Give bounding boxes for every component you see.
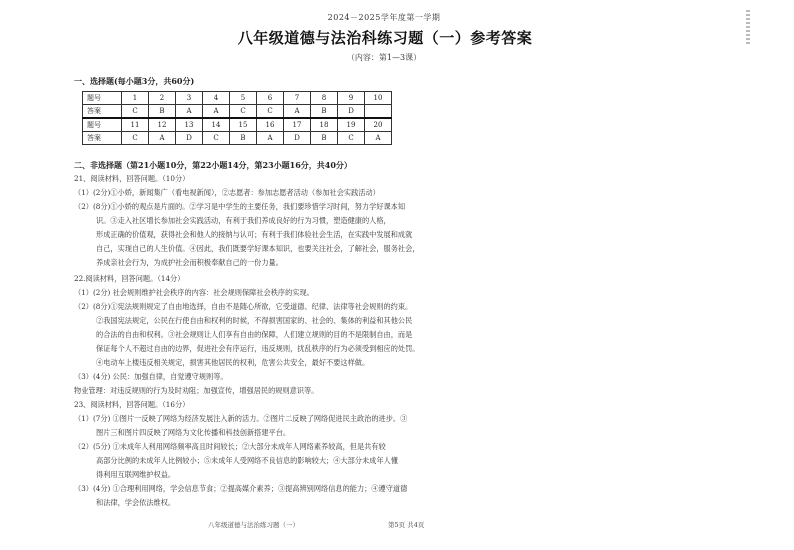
table-cell: 16 [257,118,284,132]
answer-line: 识。③走入社区增长参加社会实践活动，有利于我们养成良好的行为习惯，塑造健康的人格， [96,216,391,225]
answer-line: 和法律，学会依法维权。 [96,498,176,507]
answer-line: 23、阅读材料，回答问题。（16分） [74,400,190,409]
table-cell: C [203,132,230,145]
answer-table [82,91,392,145]
table-row [83,118,392,132]
answer-line: 的合法的自由和权利。③社会规则让人们享有自由的保障，人们建立规则的目的不是限制自由，而是 [96,330,413,339]
table-cell: D [284,132,311,145]
school-year: 2024－2025学年度第一学期 [327,13,441,22]
table-cell: 4 [203,92,230,105]
answer-line: ②我国宪法规定，公民在行使自由和权利的时候，不得损害国家的、社会的、集体的利益和其他公民 [96,316,413,325]
table-cell: A [176,105,203,119]
page-subtitle: （内容：第1—3课） [346,53,422,62]
table-cell: 15 [230,118,257,132]
answer-sheet-page [58,10,738,538]
table-cell: B [230,132,257,145]
answer-line: 自己，实现自己的人生价值。④因此，我们既要学好课本知识，也要关注社会，了解社会，服务社会， [96,244,420,253]
table-cell: C [230,105,257,119]
table-cell: 1 [122,92,149,105]
table-cell: 2 [149,92,176,105]
table-cell: A [257,132,284,145]
answer-line: （1）(7分) ①图片一反映了网络为经济发展注入新的活力。②图片二反映了网络促进民主政治的进步。③ [74,414,408,423]
answer-line: （1）(2分) 社会规则维护社会秩序的内容：社会规则保障社会秩序的实现。 [74,288,314,297]
scan-edge-mark [746,10,750,46]
answer-line: 21、阅读材料，回答问题。（10分） [74,174,190,183]
table-cell [365,105,392,119]
table-row [83,132,392,145]
answer-line: 得利用互联网维护权益。 [96,470,176,479]
table-cell: 6 [257,92,284,105]
answer-line: 高部分比例的未成年人比例较小；⑤未成年人受网络不良信息的影响较大；④大部分未成年人懂 [96,456,398,465]
table-cell: 5 [230,92,257,105]
table-cell: A [149,132,176,145]
table-cell: D [338,105,365,119]
answer-line: （3）(4分) 公民：加强自律，自觉遵守规则等。 [74,372,228,381]
table-cell: A [284,105,311,119]
answer-line: （1）(2分)①小娇，新闻集广（看电视新闻），②志愿者：参加志愿者活动（参加社会实践活动） [74,188,380,197]
answer-line: 保证每个人不超过自由的边界，促进社会有序运行，违反规则，扰乱秩序的行为必须受到相应的处罚。 [96,344,420,353]
section1-heading: 一、选择题(每小题3分，共60分) [74,76,195,86]
table-cell: C [122,132,149,145]
answer-line: 图片三和图片四反映了网络为文化传播和科技创新搭建平台。 [96,428,291,437]
table-cell: 3 [176,92,203,105]
table-cell: A [203,105,230,119]
table-cell: C [122,105,149,119]
row-label: 题号 [83,92,122,105]
page-title: 八年级道德与法治科练习题（一）参考答案 [237,29,533,47]
table-cell: C [338,132,365,145]
answer-line: 22.阅读材料，回答问题。（14分） [74,274,185,283]
section2-heading: 二、非选择题（第21小题10分，第22小题14分，第23小题16分，共40分） [74,160,352,170]
table-cell: 18 [311,118,338,132]
table-cell: B [311,132,338,145]
table-cell: 17 [284,118,311,132]
table-cell: 9 [338,92,365,105]
answer-line: 物业管理：对违反规则的行为及时劝阻；加强宣传，增强居民的规则意识等。 [74,386,319,395]
answer-line: 养成亲社会行为，为成护社会而积极奉献自己的一份力量。 [96,258,283,267]
table-cell: D [176,132,203,145]
table-cell: C [257,105,284,119]
table-cell: 12 [149,118,176,132]
table-cell: 20 [365,118,392,132]
answer-line: （2）(8分)①宪法规则规定了自由地选择，自由不是随心所欲，它受道德、纪律、法律等社会规则的约束。 [74,302,413,311]
table-cell: 13 [176,118,203,132]
row-label: 答案 [83,132,122,145]
table-cell: 10 [365,92,392,105]
table-row [83,92,392,105]
table-cell: 7 [284,92,311,105]
answer-line: （3）(4分) ①合理利用网络，学会信息节食；②提高媒介素养；③提高辨别网络信息的能力；④遵守道德 [74,484,408,493]
table-cell: 8 [311,92,338,105]
table-cell: B [149,105,176,119]
table-cell: B [311,105,338,119]
table-cell: 19 [338,118,365,132]
table-cell: 14 [203,118,230,132]
table-row [83,105,392,119]
answer-line: ④电动车上楼违反相关规定，损害其他居民的权利，危害公共安全，最好不要这样做。 [96,358,370,367]
answer-line: 形成正确的价值观，获得社会和他人的接纳与认可；有利于我们体验社会生活，在实践中发展和成就 [96,230,413,239]
answer-line: （2）(8分)①小娇的观点是片面的。②学习是中学生的主要任务，我们要珍惜学习时间，努力学好课本知 [74,202,406,211]
answer-line: （2）(5分) ①未成年人利用网络频率高且时间较长；②大部分未成年人网络素养较高，但是共有较 [74,442,386,451]
table-cell: 11 [122,118,149,132]
table-cell: A [365,132,392,145]
footer-left: 八年级道德与法治练习题（一） [208,521,299,529]
row-label: 答案 [83,105,122,119]
footer-right: 第5页 共4页 [388,521,425,529]
row-label: 题号 [83,118,122,132]
